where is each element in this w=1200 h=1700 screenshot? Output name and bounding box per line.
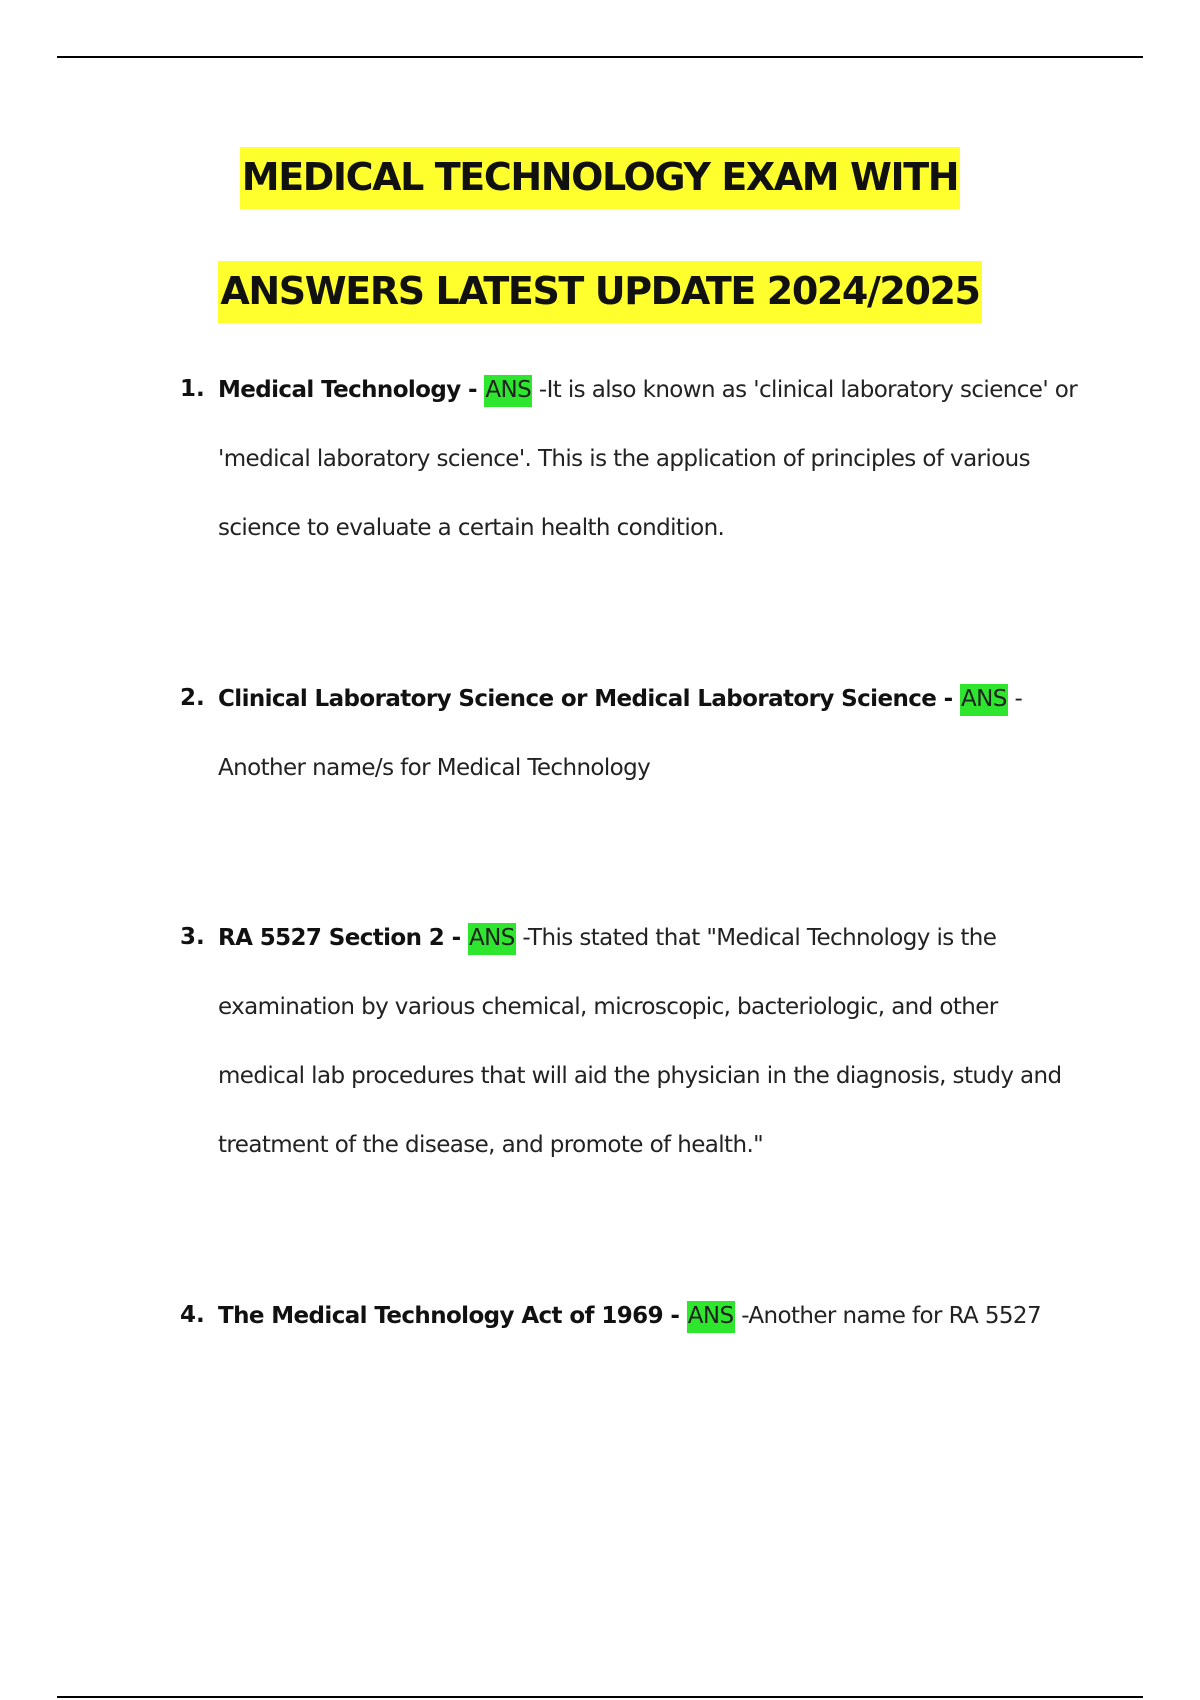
item-term: The Medical Technology Act of 1969 -	[218, 1303, 687, 1329]
ans-highlight: ANS	[468, 923, 516, 955]
item-text	[218, 356, 1088, 563]
item-number: 3.	[180, 924, 205, 950]
item-text	[218, 665, 1088, 803]
top-divider	[57, 56, 1143, 58]
title-highlight: ANSWERS LATEST UPDATE 2024/2025	[218, 261, 981, 323]
item-answer: -It is also known as 'clinical laboratory science' or 'medical laboratory science'. This is the application of principles of various science to evaluate a certain health condition.	[218, 377, 1078, 541]
item-text	[218, 1282, 1088, 1351]
ans-highlight: ANS	[960, 684, 1008, 716]
item-number: 4.	[180, 1302, 205, 1328]
bottom-divider	[57, 1696, 1143, 1698]
title-highlight: MEDICAL TECHNOLOGY EXAM WITH	[240, 147, 960, 209]
item-answer: -Another name/s for Medical Technology	[218, 686, 1023, 781]
item-text	[218, 904, 1088, 1180]
item-term: Clinical Laboratory Science or Medical Laboratory Science -	[218, 686, 961, 712]
document-title-line-2	[0, 269, 1200, 313]
item-number: 1.	[180, 376, 205, 402]
item-term: Medical Technology -	[218, 377, 485, 403]
item-number: 2.	[180, 685, 205, 711]
item-answer: -This stated that "Medical Technology is the examination by various chemical, microscopic, bacteriologic, and other medical lab procedures that will aid the physician in the diagnosis, study and treatment of the disease, and promote of health."	[218, 925, 1062, 1158]
ans-highlight: ANS	[484, 375, 532, 407]
item-answer: -Another name for RA 5527	[734, 1303, 1042, 1329]
ans-highlight: ANS	[687, 1301, 735, 1333]
document-title-line-1	[0, 155, 1200, 199]
item-term: RA 5527 Section 2 -	[218, 925, 468, 951]
